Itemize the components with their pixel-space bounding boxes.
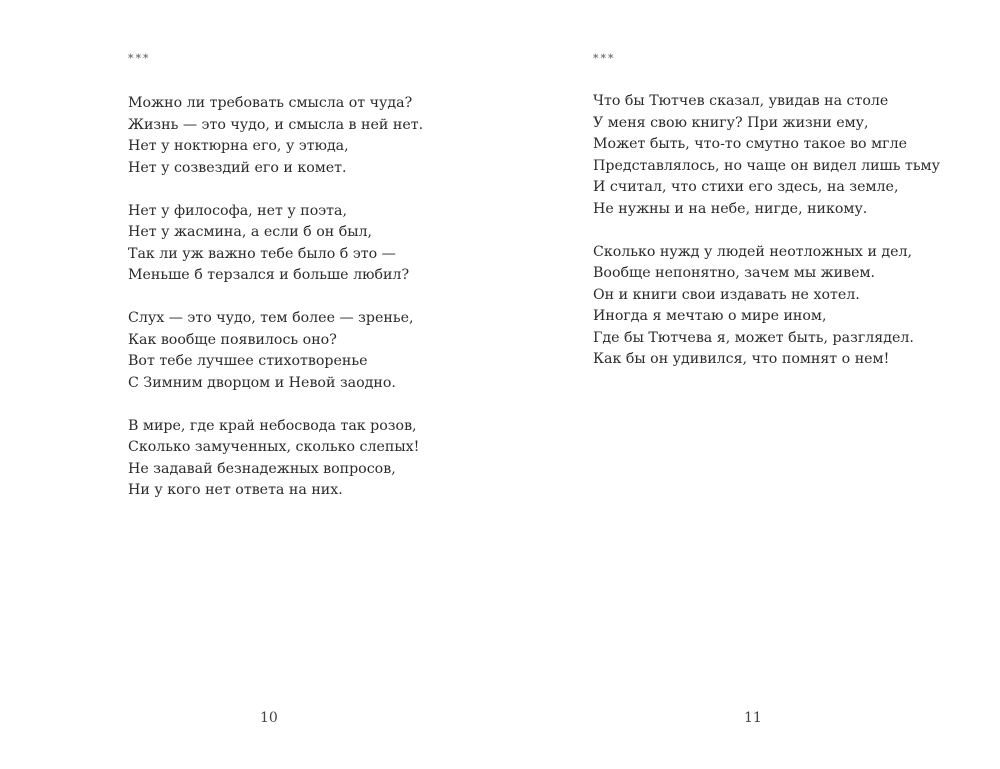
stanza: [128, 201, 423, 287]
poem-line: Не нужны и на небе, нигде, никому.: [593, 200, 868, 217]
poem-line: Нет у философа, нет у поэта,: [128, 202, 347, 219]
stanza: [593, 91, 940, 220]
poem: [128, 93, 423, 523]
poem-line: Ни у кого нет ответа на них.: [128, 482, 343, 498]
poem-line: Нет у созвездий его и комет.: [128, 159, 347, 176]
poem-line: Иногда я мечтаю о мире ином,: [593, 308, 827, 324]
poem-line: Жизнь — это чудо, и смысла в ней нет.: [128, 116, 424, 133]
poem-line: Нет у жасмина, а если б он был,: [128, 224, 373, 240]
poem-line: Как бы он удивился, что помнят о нем!: [593, 351, 890, 367]
poem-separator: ***: [593, 52, 616, 65]
stanza: [128, 308, 423, 394]
page-number: 11: [744, 710, 762, 726]
stanza: [593, 242, 940, 371]
poem-line: С Зимним дворцом и Невой заодно.: [128, 374, 396, 391]
poem-line: У меня свою книгу? При жизни ему,: [593, 114, 869, 131]
poem-line: Можно ли требовать смысла от чуда?: [128, 95, 413, 111]
poem-line: Как вообще появилось оно?: [128, 331, 337, 348]
poem-line: Нет у ноктюрна его, у этюда,: [128, 138, 349, 154]
poem: [593, 91, 940, 392]
poem-separator: ***: [128, 52, 151, 65]
poem-line: Может быть, что-то смутно такое во мгле: [593, 136, 907, 152]
stanza: [128, 416, 423, 502]
poem-line: Он и книги свои издавать не хотел.: [593, 286, 860, 303]
poem-line: Что бы Тютчев сказал, увидав на столе: [593, 93, 889, 109]
poem-line: Не задавай безнадежных вопросов,: [128, 460, 396, 477]
poem-line: Вот тебе лучшее стихотворенье: [128, 353, 368, 369]
poem-line: Так ли уж важно тебе было б это —: [128, 245, 396, 262]
poem-line: Слух — это чудо, тем более — зренье,: [128, 310, 414, 326]
poem-line: Меньше б терзался и больше любил?: [128, 267, 410, 283]
poem-line: Сколько замученных, сколько слепых!: [128, 439, 420, 455]
poem-line: И считал, что стихи его здесь, на земле,: [593, 179, 899, 195]
poem-line: Сколько нужд у людей неотложных и дел,: [593, 243, 913, 260]
page-number: 10: [260, 710, 278, 726]
poem-line: Где бы Тютчева я, может быть, разглядел.: [593, 329, 914, 346]
right-page: [500, 0, 1000, 769]
poem-line: Вообще непонятно, зачем мы живем.: [593, 265, 876, 281]
poem-line: В мире, где край небосвода так розов,: [128, 417, 417, 434]
stanza: [128, 93, 423, 179]
poem-line: Представлялось, но чаще он видел лишь тьму: [593, 157, 940, 174]
